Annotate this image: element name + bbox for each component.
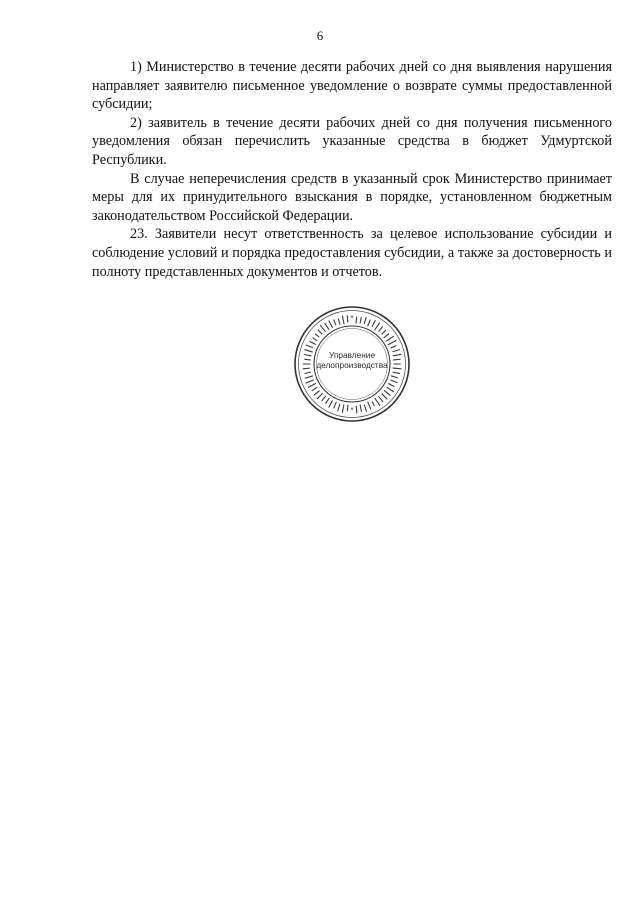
seal-letter-mark [368, 402, 371, 409]
seal-letter-mark [314, 391, 319, 395]
seal-letter-mark [375, 398, 380, 405]
seal-letter-mark [388, 340, 396, 344]
seal-letter-mark [305, 376, 312, 378]
seal-letter-mark [356, 406, 357, 413]
seal-letter-mark [382, 330, 386, 334]
paragraph-4: 23. Заявители несут ответственность за целевое использование субсидии и соблюдение условий и порядка предоставления субсидии, а также за достоверность и полноту представленных документов и отчетов. [92, 226, 612, 280]
seal-letter-mark [393, 372, 399, 373]
seal-letter-mark [318, 330, 322, 334]
page-number: 6 [316, 28, 324, 43]
seal-letter-mark [312, 388, 317, 391]
seal-letter-mark [379, 397, 383, 402]
paragraph-3: В случае неперечисления средств в указанный срок Министерство принимает меры для их принудительного взыскания в порядке, установленном бюджетным законодательством Российской Федерации. [92, 170, 612, 224]
seal-letter-mark [334, 402, 336, 408]
seal-letter-mark [391, 376, 397, 378]
seal-letter-mark [391, 380, 397, 383]
seal-letter-mark [347, 405, 348, 411]
seal-letter-mark [391, 346, 396, 348]
document-body [92, 58, 612, 281]
seal-letter-mark [364, 405, 366, 411]
seal-letter-mark [368, 320, 370, 326]
seal-letter-mark [329, 401, 332, 407]
seal-letter-mark [387, 388, 393, 392]
paragraph-2: 2) заявитель в течение десяти рабочих дней со дня получения письменного уведомления обязан перечислить указанные средства в бюджет Удмуртской Республики. [92, 114, 612, 168]
seal-letter-mark [313, 338, 317, 340]
seal-letter-mark [360, 405, 361, 411]
seal-line-2: делопроизводства [316, 360, 388, 370]
seal-letter-mark [379, 327, 382, 331]
seal-letter-mark [384, 334, 389, 338]
seal-letter-mark [364, 318, 366, 324]
seal-letter-mark [386, 336, 393, 341]
seal-letter-mark [305, 372, 311, 373]
seal-letter-mark [372, 402, 374, 406]
paragraph-1: 1) Министерство в течение десяти рабочих дней со дня выявления нарушения направляет заявителю письменное уведомление о возврате суммы предоставленной субсидии; [92, 59, 612, 113]
seal-center-text [292, 350, 412, 370]
seal-letter-mark [342, 405, 343, 412]
seal-letter-mark [356, 317, 357, 323]
seal-letter-mark [320, 325, 325, 331]
seal-letter-mark [384, 391, 390, 396]
seal-letter-mark [329, 321, 332, 328]
seal-letter-mark [326, 398, 329, 403]
seal-letter-mark [309, 383, 316, 387]
seal-letter-mark [325, 323, 329, 329]
seal-letter-mark [315, 334, 319, 337]
seal-line-1: Управление [328, 350, 376, 360]
svg-text:*: * [350, 406, 354, 414]
seal-letter-mark [389, 384, 394, 387]
seal-letter-mark [306, 380, 313, 383]
seal-letter-mark [372, 321, 375, 327]
seal-letter-mark [322, 396, 326, 401]
seal-letter-mark [334, 320, 336, 325]
official-seal-stamp [292, 304, 412, 424]
seal-letter-mark [306, 345, 313, 348]
svg-text:*: * [350, 314, 354, 322]
seal-letter-mark [382, 394, 387, 399]
seal-letter-mark [375, 323, 380, 330]
seal-letter-mark [360, 318, 361, 323]
seal-letter-mark [310, 342, 315, 345]
seal-letter-mark [338, 319, 340, 324]
seal-letter-mark [342, 316, 344, 324]
seal-letter-mark [338, 404, 340, 411]
seal-letter-mark [317, 394, 322, 399]
seal-letter-mark [347, 316, 348, 322]
